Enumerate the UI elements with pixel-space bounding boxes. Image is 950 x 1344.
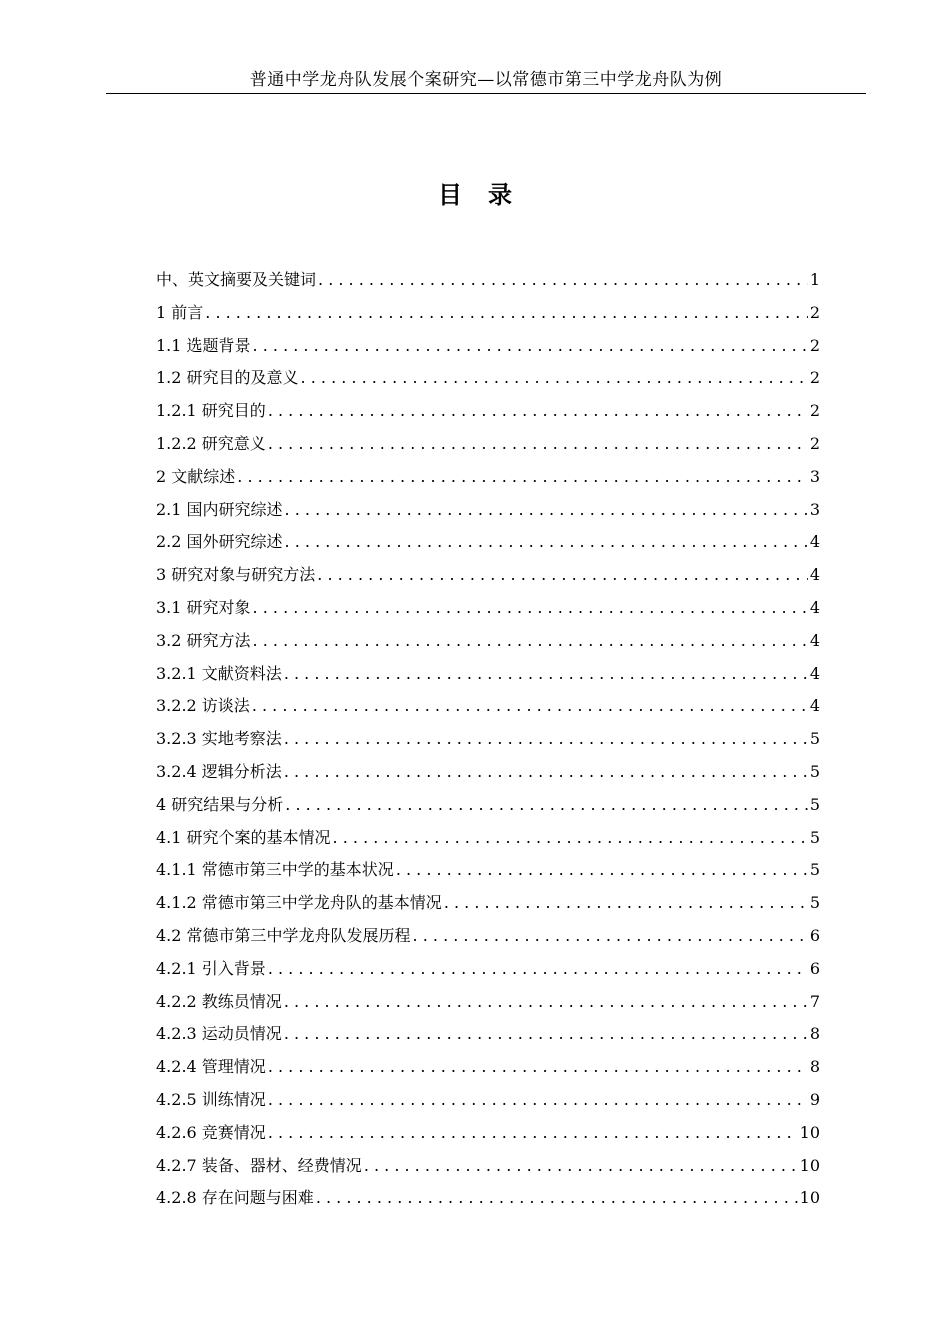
toc-entry-label: 3 研究对象与研究方法 — [156, 565, 316, 585]
dot-leader — [268, 1051, 808, 1084]
dot-leader — [364, 1150, 798, 1183]
toc-entry-page: 5 — [809, 860, 820, 880]
toc-entry-label: 3.2 研究方法 — [156, 630, 251, 650]
toc-entry-label: 4 研究结果与分析 — [156, 794, 284, 814]
toc-entry-label: 2.2 国外研究综述 — [156, 532, 283, 552]
dot-leader — [285, 494, 808, 527]
toc-entry-label: 4.1.2 常德市第三中学龙舟队的基本情况 — [156, 893, 442, 913]
toc-entry[interactable] — [156, 428, 820, 461]
toc-entry-label: 3.2.2 访谈法 — [156, 696, 250, 716]
dot-leader — [317, 559, 808, 592]
toc-entry[interactable] — [156, 526, 820, 559]
toc-entry-label: 4.2.4 管理情况 — [156, 1057, 266, 1077]
toc-entry-page: 4 — [809, 696, 820, 716]
dot-leader — [268, 428, 808, 461]
toc-entry[interactable] — [156, 986, 820, 1019]
toc-entry[interactable] — [156, 953, 820, 986]
toc-entry[interactable] — [156, 690, 820, 723]
toc-entry[interactable] — [156, 822, 820, 855]
toc-entry-page: 5 — [809, 893, 820, 913]
toc-entry[interactable] — [156, 1084, 820, 1117]
toc-entry[interactable] — [156, 494, 820, 527]
toc-entry-label: 中、英文摘要及关键词 — [156, 270, 317, 289]
toc-entry[interactable] — [156, 1051, 820, 1084]
toc-entry-page: 5 — [809, 729, 820, 749]
header-rule — [106, 93, 866, 94]
toc-entry-label: 4.2.7 装备、器材、经费情况 — [156, 1155, 362, 1175]
toc-entry[interactable] — [156, 461, 820, 494]
dot-leader — [253, 625, 808, 658]
dot-leader — [444, 887, 808, 920]
toc-entry[interactable] — [156, 362, 820, 395]
toc-entry-page: 6 — [809, 958, 820, 978]
dot-leader — [284, 1018, 808, 1051]
dot-leader — [284, 658, 808, 691]
dot-leader — [333, 822, 808, 855]
toc-entry[interactable] — [156, 723, 820, 756]
toc-entry-label: 1.2 研究目的及意义 — [156, 368, 299, 388]
toc-entry-label: 2 文献综述 — [156, 466, 236, 486]
toc-entry-label: 4.2.5 训练情况 — [156, 1089, 266, 1109]
toc-entry-page: 2 — [809, 401, 820, 421]
toc-entry[interactable] — [156, 920, 820, 953]
toc-entry[interactable] — [156, 1182, 820, 1215]
toc-entry[interactable] — [156, 658, 820, 691]
dot-leader — [268, 953, 808, 986]
toc-entry-page: 1 — [809, 270, 820, 289]
toc-entry-label: 2.1 国内研究综述 — [156, 499, 283, 519]
dot-leader — [237, 461, 808, 494]
dot-leader — [284, 756, 808, 789]
toc-entry[interactable] — [156, 789, 820, 822]
toc-entry-page: 4 — [809, 532, 820, 552]
toc-entry-page: 2 — [809, 433, 820, 453]
toc-entry-label: 4.2 常德市第三中学龙舟队发展历程 — [156, 925, 411, 945]
toc-entry[interactable] — [156, 625, 820, 658]
toc-entry[interactable] — [156, 395, 820, 428]
toc-entry-label: 1.2.2 研究意义 — [156, 433, 266, 453]
toc-entry[interactable] — [156, 1150, 820, 1183]
dot-leader — [284, 723, 808, 756]
toc-entry-label: 4.2.1 引入背景 — [156, 958, 266, 978]
toc-entry[interactable] — [156, 1018, 820, 1051]
dot-leader — [268, 395, 808, 428]
toc-entry-page: 6 — [809, 925, 820, 945]
toc-entry-label: 3.2.4 逻辑分析法 — [156, 761, 282, 781]
toc-entry-page: 7 — [809, 991, 820, 1011]
toc-entry-page: 5 — [809, 794, 820, 814]
toc-entry-page: 3 — [809, 466, 820, 486]
toc-entry-page: 3 — [809, 499, 820, 519]
toc-entry[interactable] — [156, 264, 820, 297]
toc-entry-page: 10 — [799, 1122, 820, 1142]
toc-entry-page: 4 — [809, 565, 820, 585]
toc-entry[interactable] — [156, 592, 820, 625]
toc-entry-page: 9 — [809, 1089, 820, 1109]
dot-leader — [413, 920, 808, 953]
toc-entry-page: 10 — [799, 1155, 820, 1175]
toc-entry[interactable] — [156, 330, 820, 363]
dot-leader — [301, 362, 808, 395]
dot-leader — [205, 297, 808, 330]
toc-title: 目录 — [438, 180, 538, 209]
toc-entry-label: 3.2.1 文献资料法 — [156, 663, 282, 683]
toc-entry-page: 2 — [809, 335, 820, 355]
toc-entry-label: 4.2.2 教练员情况 — [156, 991, 282, 1011]
toc-entry[interactable] — [156, 854, 820, 887]
running-header: 普通中学龙舟队发展个案研究—以常德市第三中学龙舟队为例 — [249, 70, 723, 90]
toc-entry-page: 8 — [809, 1057, 820, 1077]
dot-leader — [318, 264, 808, 297]
toc-entry-page: 5 — [809, 827, 820, 847]
dot-leader — [253, 592, 808, 625]
toc-entry[interactable] — [156, 887, 820, 920]
toc-entry-label: 1 前言 — [156, 302, 204, 322]
toc-entry[interactable] — [156, 756, 820, 789]
toc-entry[interactable] — [156, 559, 820, 592]
toc-entry-page: 2 — [809, 368, 820, 388]
toc-entry-label: 4.2.6 竞赛情况 — [156, 1122, 266, 1142]
toc-entry-label: 3.1 研究对象 — [156, 597, 251, 617]
dot-leader — [268, 1117, 798, 1150]
toc-entry-label: 4.2.3 运动员情况 — [156, 1024, 282, 1044]
dot-leader — [285, 789, 808, 822]
toc-entry-page: 2 — [809, 302, 820, 322]
toc-entry-page: 4 — [809, 597, 820, 617]
toc-entry-label: 3.2.3 实地考察法 — [156, 729, 282, 749]
toc-entry[interactable] — [156, 297, 820, 330]
toc-list — [156, 264, 820, 1215]
toc-entry-page: 10 — [799, 1188, 820, 1208]
dot-leader — [285, 526, 808, 559]
toc-entry-page: 8 — [809, 1024, 820, 1044]
toc-entry-page: 5 — [809, 761, 820, 781]
toc-entry-page: 4 — [809, 663, 820, 683]
dot-leader — [268, 1084, 808, 1117]
toc-entry-label: 4.1.1 常德市第三中学的基本状况 — [156, 860, 394, 880]
toc-entry-label: 4.1 研究个案的基本情况 — [156, 827, 331, 847]
toc-entry-label: 4.2.8 存在问题与困难 — [156, 1188, 314, 1208]
dot-leader — [316, 1182, 798, 1215]
dot-leader — [253, 330, 808, 363]
toc-entry-page: 4 — [809, 630, 820, 650]
dot-leader — [284, 986, 808, 1019]
dot-leader — [252, 690, 808, 723]
toc-entry-label: 1.2.1 研究目的 — [156, 401, 266, 421]
toc-entry-label: 1.1 选题背景 — [156, 335, 251, 355]
toc-entry[interactable] — [156, 1117, 820, 1150]
dot-leader — [396, 854, 808, 887]
